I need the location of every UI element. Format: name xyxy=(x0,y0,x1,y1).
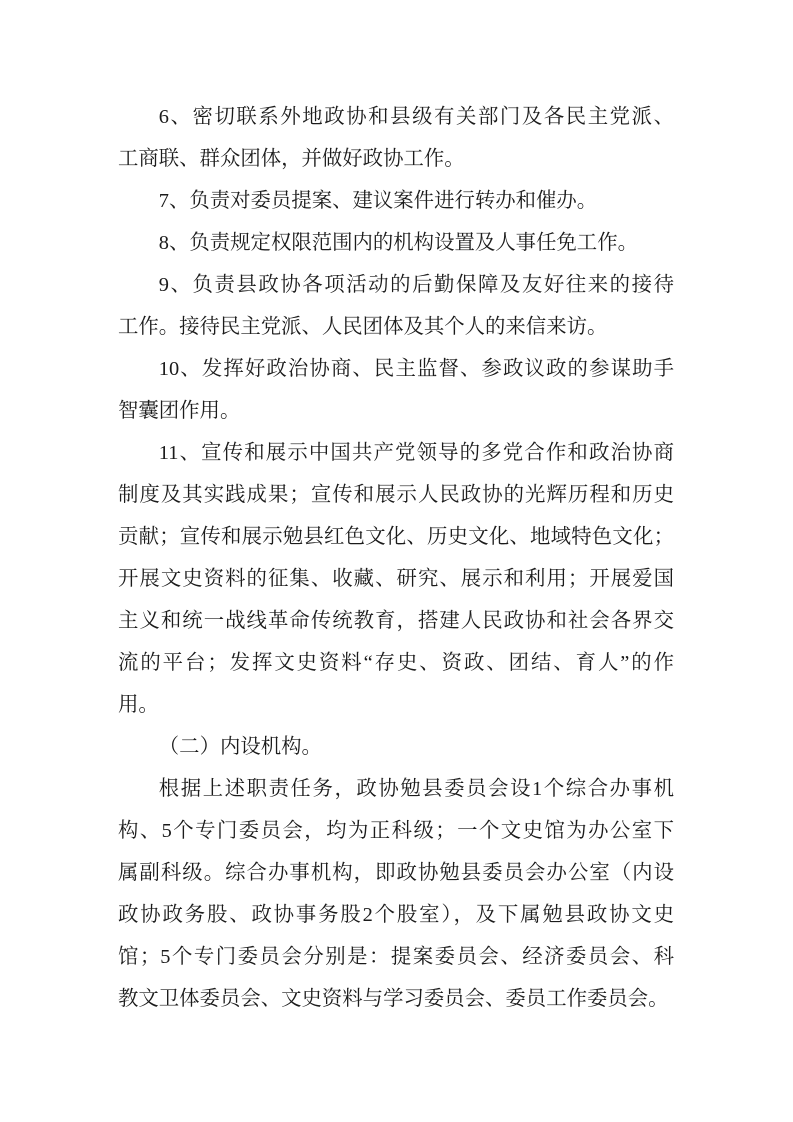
text-line: 工商联、群众团体，并做好政协工作。 xyxy=(118,148,465,170)
paragraph-item-8 xyxy=(118,222,674,264)
text-line: 用。 xyxy=(118,694,159,716)
document-body xyxy=(118,96,674,1020)
text-line: 开展文史资料的征集、收藏、研究、展示和利用；开展爱国 xyxy=(118,568,674,590)
paragraph-item-10 xyxy=(118,348,674,432)
text-line: 智囊团作用。 xyxy=(118,400,241,422)
text-line: 教文卫体委员会、文史资料与学习委员会、委员工作委员会。 xyxy=(118,988,669,1010)
text-line: 工作。接待民主党派、人民团体及其个人的来信来访。 xyxy=(118,316,608,338)
text-line: 政协政务股、政协事务股2个股室），及下属勉县政协文史 xyxy=(118,904,674,926)
paragraph-item-7 xyxy=(118,180,674,222)
text-line: 7、负责对委员提案、建议案件进行转办和催办。 xyxy=(158,190,598,212)
text-line: 根据上述职责任务，政协勉县委员会设1个综合办事机 xyxy=(158,778,674,800)
text-line: 流的平台；发挥文史资料“存史、资政、团结、育人”的作 xyxy=(118,652,674,674)
text-line: 馆；5个专门委员会分别是：提案委员会、经济委员会、科 xyxy=(118,946,674,968)
paragraph-item-9 xyxy=(118,264,674,348)
paragraph-item-11 xyxy=(118,432,674,726)
text-line: 制度及其实践成果；宣传和展示人民政协的光辉历程和历史 xyxy=(118,484,674,506)
text-line: 8、负责规定权限范围内的机构设置及人事任免工作。 xyxy=(158,232,638,254)
paragraph-internal-organs-body xyxy=(118,768,674,1020)
text-line: 主义和统一战线革命传统教育，搭建人民政协和社会各界交 xyxy=(118,610,674,632)
text-line: 6、密切联系外地政协和县级有关部门及各民主党派、 xyxy=(158,106,674,128)
text-line: 9、负责县政协各项活动的后勤保障及友好往来的接待 xyxy=(158,274,674,296)
text-line: 10、发挥好政治协商、民主监督、参政议政的参谋助手 xyxy=(158,358,674,380)
section-heading-internal-organs xyxy=(118,726,674,768)
text-line: 11、宣传和展示中国共产党领导的多党合作和政治协商 xyxy=(158,442,674,464)
paragraph-item-6 xyxy=(118,96,674,180)
text-line: 属副科级。综合办事机构，即政协勉县委员会办公室（内设 xyxy=(118,862,674,884)
text-line: 贡献；宣传和展示勉县红色文化、历史文化、地域特色文化； xyxy=(118,526,674,548)
section-heading-text: （二）内设机构。 xyxy=(158,736,322,758)
text-line: 构、5个专门委员会，均为正科级；一个文史馆为办公室下 xyxy=(118,820,674,842)
